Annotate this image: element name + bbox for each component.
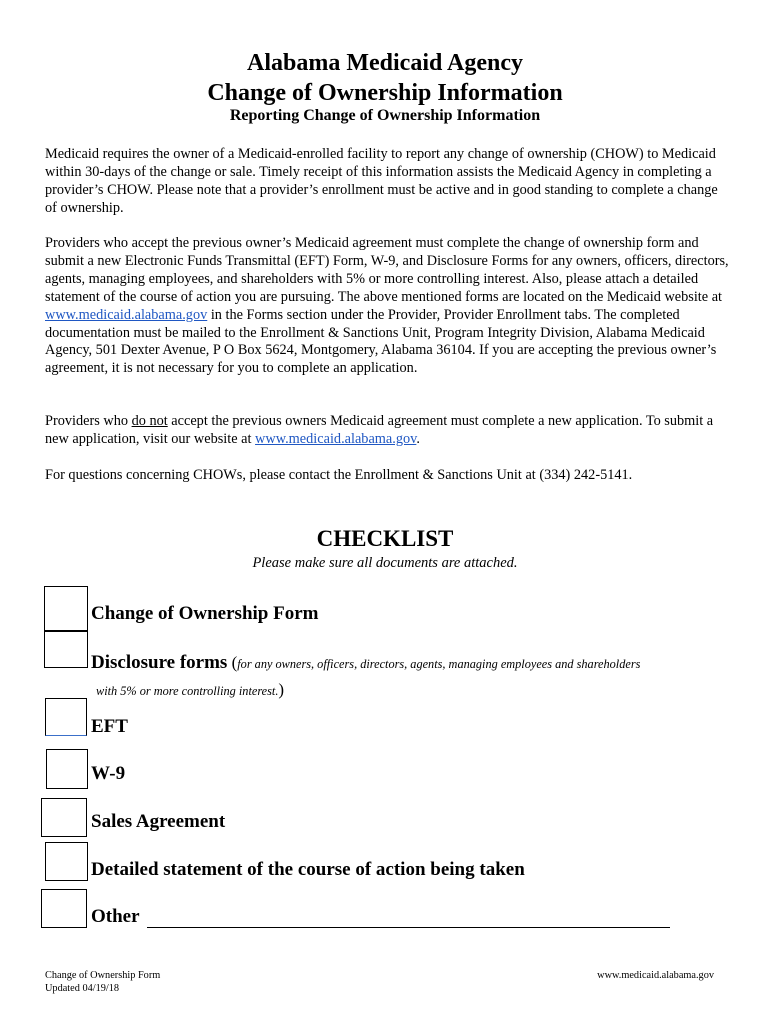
- checklist-item-eft: EFT: [91, 716, 128, 737]
- para3-text-a: Providers who: [45, 413, 132, 429]
- checklist-item-disclosure-forms: [91, 652, 640, 674]
- disclosure-note-line2: with 5% or more controlling interest.: [96, 684, 279, 698]
- checklist-item-change-of-ownership-form: Change of Ownership Form: [91, 603, 319, 624]
- disclosure-forms-label: Disclosure forms: [91, 652, 228, 673]
- agency-title: Alabama Medicaid Agency: [247, 50, 523, 76]
- checkbox-change-of-ownership-form[interactable]: [44, 586, 88, 631]
- footer-website: www.medicaid.alabama.gov: [597, 970, 714, 981]
- checkbox-disclosure-forms[interactable]: [44, 631, 88, 668]
- disclosure-note-continued: [96, 680, 284, 700]
- checkbox-eft[interactable]: [45, 698, 87, 736]
- not-accept-agreement-paragraph: [45, 413, 730, 449]
- para2-text-a: Providers who accept the previous owner’s Medicaid agreement must complete the change of ownership form and submit a new Electronic Funds Transmittal (EFT) Form, W-9, and Disclosure Forms for any owners, officers, directors, agents, managing employees, and shareholders with 5% or more controlling interest. Also, please attach a detailed statement of the course of action you are pursuing. The above mentioned forms are located on the Medicaid website at: [45, 235, 729, 305]
- checklist-title: CHECKLIST: [316, 526, 454, 551]
- form-title: Change of Ownership Information: [207, 80, 563, 106]
- do-not-emphasis: do not: [131, 413, 168, 429]
- checkbox-detailed-statement[interactable]: [45, 842, 88, 881]
- checklist-item-w9: W-9: [91, 763, 126, 784]
- footer-form-name: Change of Ownership Form: [45, 970, 161, 981]
- checkbox-w9[interactable]: [46, 749, 88, 789]
- checklist-item-other: Other: [91, 906, 140, 927]
- footer-updated-date: Updated 04/19/18: [45, 982, 120, 994]
- checkbox-other[interactable]: [41, 889, 87, 928]
- medicaid-website-link-2[interactable]: www.medicaid.alabama.gov: [255, 430, 417, 447]
- disclosure-note: for any owners, officers, directors, agents, managing employees and shareholders: [237, 657, 641, 671]
- other-fill-in-line[interactable]: [147, 927, 670, 928]
- intro-paragraph: Medicaid requires the owner of a Medicaid-enrolled facility to report any change of ownership (CHOW) to Medicaid within 30-days of the change or sale. Timely receipt of this information assists the Medicaid Agency in completing a provider’s CHOW. Please note that a provider’s enrollment must be active and in good standing to complete a change of ownership.: [45, 146, 718, 216]
- checkbox-sales-agreement[interactable]: [41, 798, 87, 837]
- disclosure-note-open: (: [227, 653, 238, 672]
- checklist-subtitle: Please make sure all documents are attached.: [252, 555, 518, 571]
- para3-text-c: .: [416, 430, 420, 447]
- accept-agreement-paragraph: [45, 235, 730, 378]
- checklist-item-detailed-statement: Detailed statement of the course of action being taken: [91, 859, 525, 880]
- footer-left: [45, 970, 160, 995]
- medicaid-website-link[interactable]: www.medicaid.alabama.gov: [45, 306, 208, 323]
- contact-paragraph: For questions concerning CHOWs, please contact the Enrollment & Sanctions Unit at (334) 242-5141.: [45, 467, 633, 483]
- para2-text-b: in the Forms section under the Provider, Provider Enrollment tabs. The completed documentation must be mailed to the Enrollment & Sanctions Unit, Program Integrity Division, Alabama Medicaid Agency, 501 Dexter Avenue, P O Box 5624, Montgomery, Alabama 36104. If you are accepting the previous owner’s agreement, it is not necessary for you to complete an application.: [45, 306, 717, 377]
- para3-text-b: accept the previous owners Medicaid agreement must complete a new application. To submit a new application, visit our website at: [45, 413, 714, 447]
- disclosure-note-close: ): [278, 680, 285, 699]
- checklist-item-sales-agreement: Sales Agreement: [91, 811, 226, 832]
- form-subtitle: Reporting Change of Ownership Information: [229, 107, 541, 124]
